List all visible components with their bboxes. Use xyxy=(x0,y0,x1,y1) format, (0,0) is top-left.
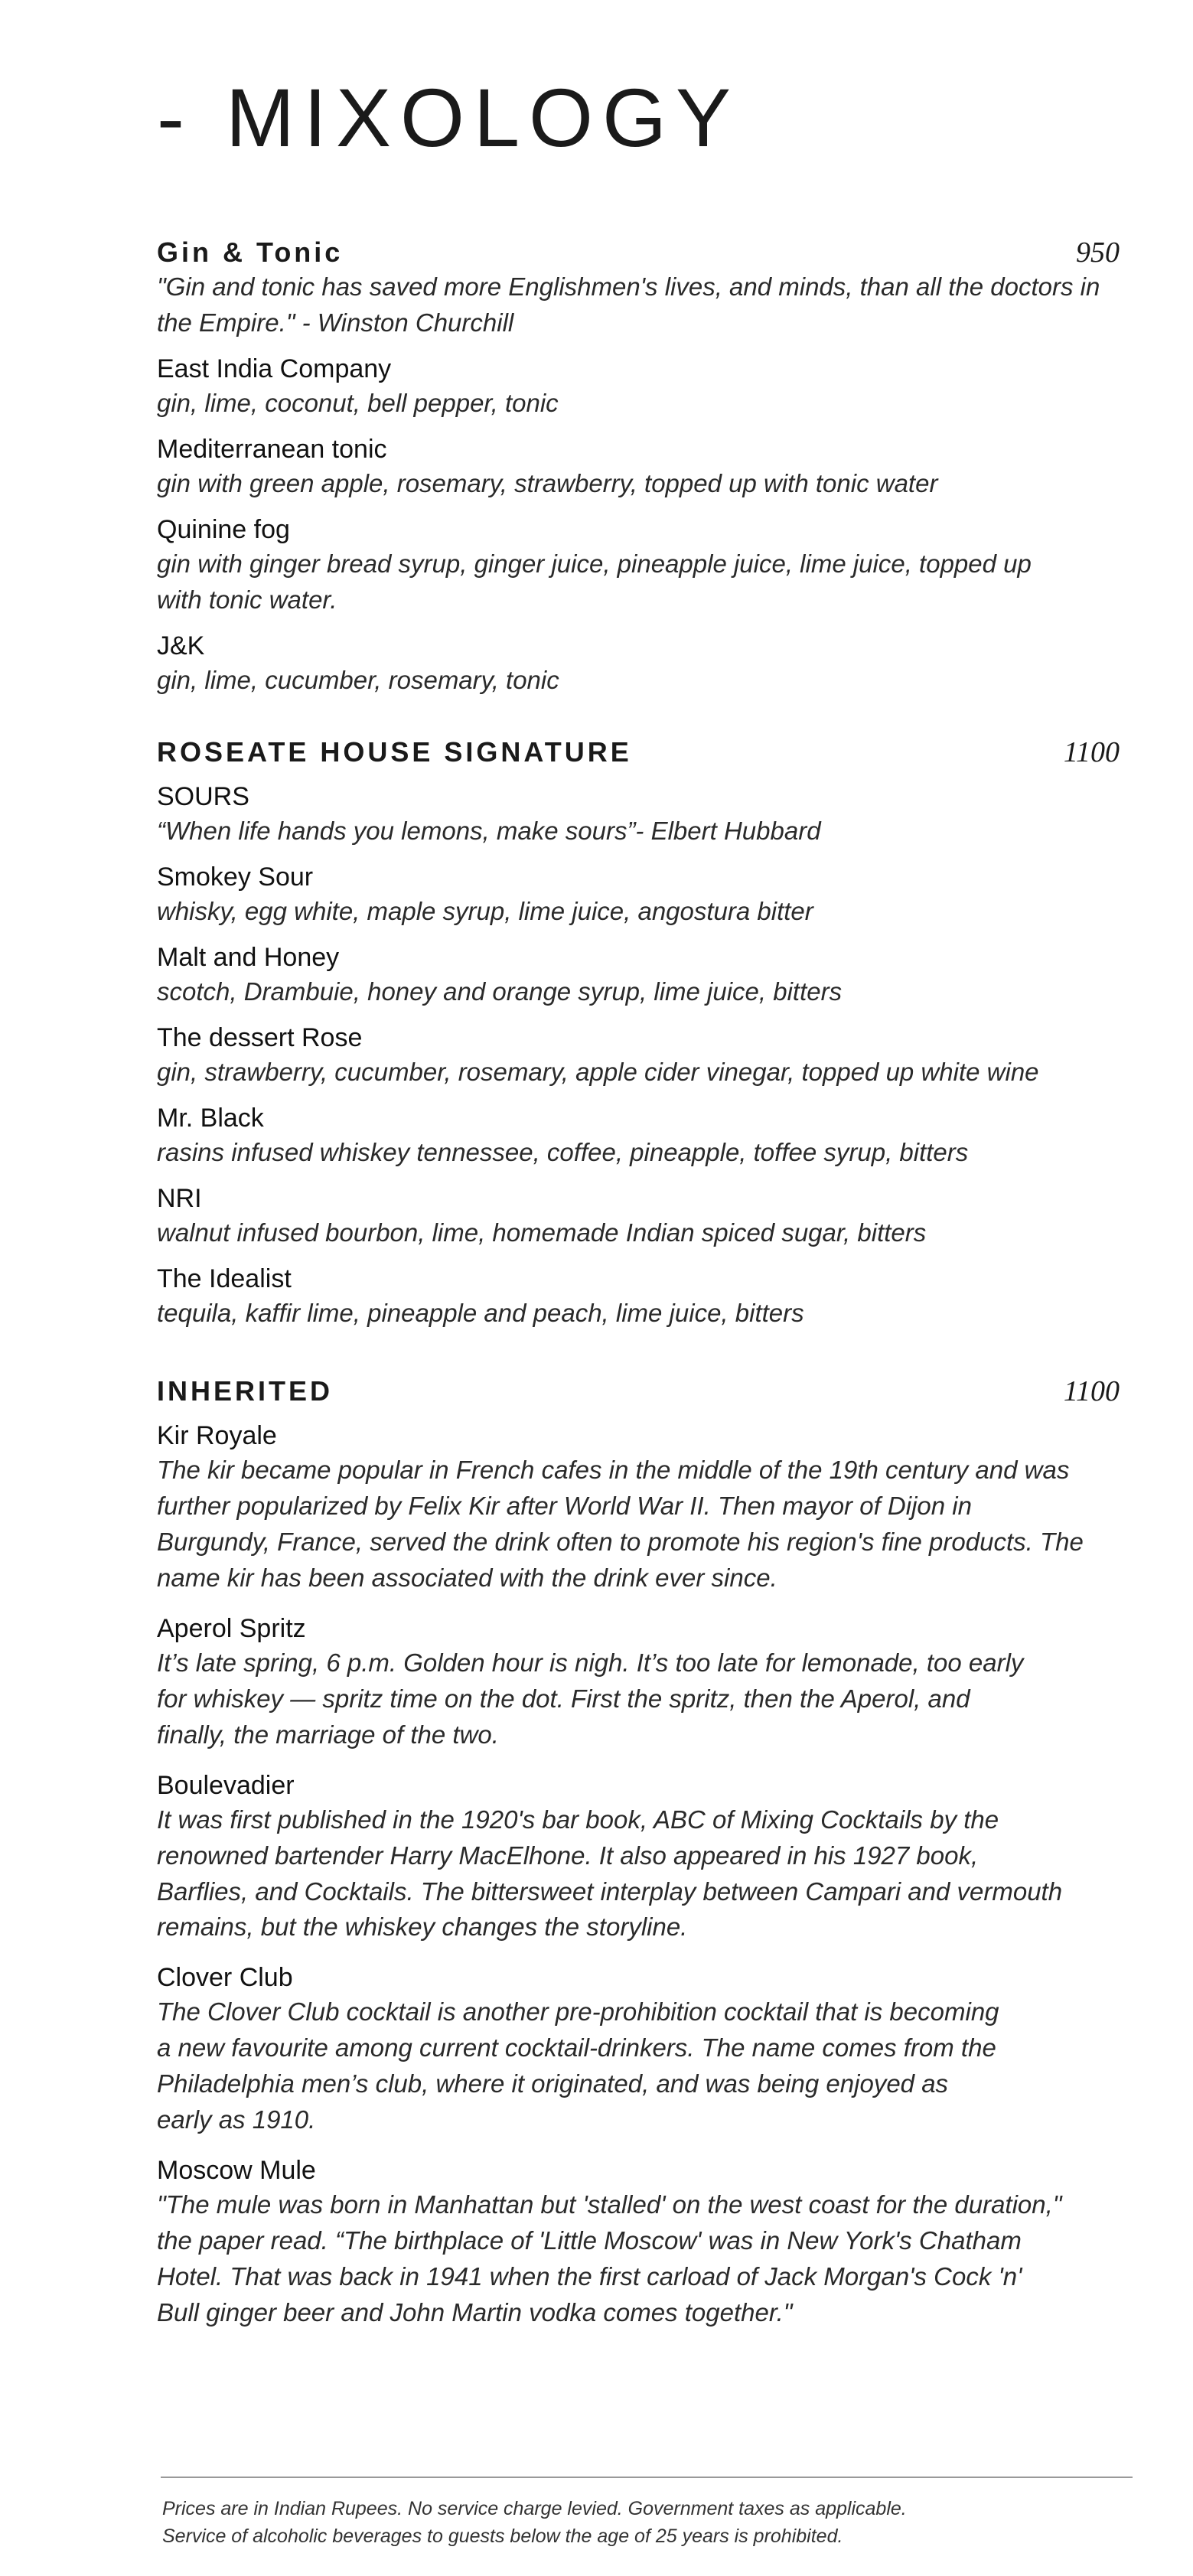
item-name: Mr. Black xyxy=(157,1104,264,1133)
item-description: gin with ginger bread syrup, ginger juice, pineapple juice, lime juice, topped up with tonic water. xyxy=(157,549,1032,615)
menu-item xyxy=(157,1419,1120,1596)
menu-item xyxy=(157,352,1120,422)
item-description: It’s late spring, 6 p.m. Golden hour is nigh. It’s too late for lemonade, too early for whiskey — spritz time on the dot. First the spritz, then the Aperol, and finally, the marriage of the two. xyxy=(157,1648,1024,1749)
item-name: Mediterranean tonic xyxy=(157,434,387,464)
item-name: The dessert Rose xyxy=(157,1023,363,1053)
menu-item xyxy=(157,1612,1120,1753)
menu-item xyxy=(157,860,1120,930)
item-name: Smokey Sour xyxy=(157,862,314,892)
item-description: tequila, kaffir lime, pineapple and peach, lime juice, bitters xyxy=(157,1299,804,1328)
item-description: It was first published in the 1920's bar book, ABC of Mixing Cocktails by the renowned bartender Harry MacElhone. It also appeared in his 1927 book, Barflies, and Cocktails. The bittersweet interplay between Campari and vermouth remains, but the whiskey changes the storyline. xyxy=(157,1805,1063,1942)
section-price: 1100 xyxy=(1063,735,1120,768)
menu-item xyxy=(157,1769,1120,1946)
menu-item xyxy=(157,780,1120,849)
item-name: NRI xyxy=(157,1184,202,1214)
section-header xyxy=(157,236,1120,269)
menu-item xyxy=(157,1101,1120,1171)
item-description: walnut infused bourbon, lime, homemade Indian spiced sugar, bitters xyxy=(157,1218,927,1247)
menu-item xyxy=(157,1021,1120,1091)
item-name: East India Company xyxy=(157,354,392,383)
footer-prices-note: Prices are in Indian Rupees. No service charge levied. Government taxes as applicable. xyxy=(162,2498,907,2519)
footer-notice xyxy=(161,2477,1133,2551)
section-intro-quote: "Gin and tonic has saved more Englishmen's lives, and minds, than all the doctors in the Empire." - Winston Churchill xyxy=(157,272,1100,337)
item-description: gin with green apple, rosemary, strawberry, topped up with tonic water xyxy=(157,469,938,498)
item-description: scotch, Drambuie, honey and orange syrup, lime juice, bitters xyxy=(157,977,843,1006)
page-title: - MIXOLOGY xyxy=(157,71,741,164)
item-description: rasins infused whiskey tennessee, coffee, pineapple, toffee syrup, bitters xyxy=(157,1138,969,1167)
section-price: 950 xyxy=(1076,236,1120,269)
item-description: gin, strawberry, cucumber, rosemary, apple cider vinegar, topped up white wine xyxy=(157,1058,1039,1087)
section-header xyxy=(157,1374,1120,1408)
item-name: J&K xyxy=(157,631,205,660)
section-header xyxy=(157,735,1120,769)
item-name: Moscow Mule xyxy=(157,2155,316,2185)
item-name: Aperol Spritz xyxy=(157,1613,306,1643)
item-name: Quinine fog xyxy=(157,515,290,544)
menu-item xyxy=(157,941,1120,1010)
section-roseate-house-signature xyxy=(157,735,1120,1332)
section-title: Gin & Tonic xyxy=(157,236,344,269)
section-price: 1100 xyxy=(1063,1375,1120,1408)
item-description: The kir became popular in French cafes in the middle of the 19th century and was further popularized by Felix Kir after World War II. Then mayor of Dijon in Burgundy, France, served the drink often to promote his region's fine products. The name kir has been associated with the drink ever since. xyxy=(157,1456,1084,1593)
menu-page xyxy=(157,0,1120,2331)
menu-item xyxy=(157,1182,1120,1251)
section-gin-and-tonic xyxy=(157,236,1120,699)
item-description: “When life hands you lemons, make sours”- Elbert Hubbard xyxy=(157,817,821,846)
section-title: ROSEATE HOUSE SIGNATURE xyxy=(157,735,632,768)
item-name: Boulevadier xyxy=(157,1770,295,1800)
item-name: Clover Club xyxy=(157,1963,293,1993)
item-description: gin, lime, cucumber, rosemary, tonic xyxy=(157,666,559,695)
menu-item xyxy=(157,1961,1120,2138)
section-title: INHERITED xyxy=(157,1375,334,1407)
item-description: whisky, egg white, maple syrup, lime juice, angostura bitter xyxy=(157,897,813,926)
menu-item xyxy=(157,1262,1120,1332)
item-name: Kir Royale xyxy=(157,1421,277,1451)
menu-item xyxy=(157,513,1120,618)
menu-item xyxy=(157,2154,1120,2331)
menu-item xyxy=(157,629,1120,699)
item-description: "The mule was born in Manhattan but 'stalled' on the west coast for the duration," the paper read. “The birthplace of 'Little Moscow' was in New York's Chatham Hotel. That was back in 1941 when the first carload of Jack Morgan's Cock 'n' Bull ginger beer and John Martin vodka comes together." xyxy=(157,2190,1062,2327)
section-inherited xyxy=(157,1374,1120,2330)
footer-age-restriction-note: Service of alcoholic beverages to guests below the age of 25 years is prohibited. xyxy=(162,2525,843,2548)
item-description: gin, lime, coconut, bell pepper, tonic xyxy=(157,389,559,418)
item-name: The Idealist xyxy=(157,1264,292,1294)
item-name: Malt and Honey xyxy=(157,943,340,973)
menu-item xyxy=(157,432,1120,502)
item-description: The Clover Club cocktail is another pre-prohibition cocktail that is becoming a new favourite among current cocktail-drinkers. The name comes from the Philadelphia men’s club, where it originated, and was being enjoyed as early as 1910. xyxy=(157,1997,999,2134)
item-name: SOURS xyxy=(157,781,249,811)
